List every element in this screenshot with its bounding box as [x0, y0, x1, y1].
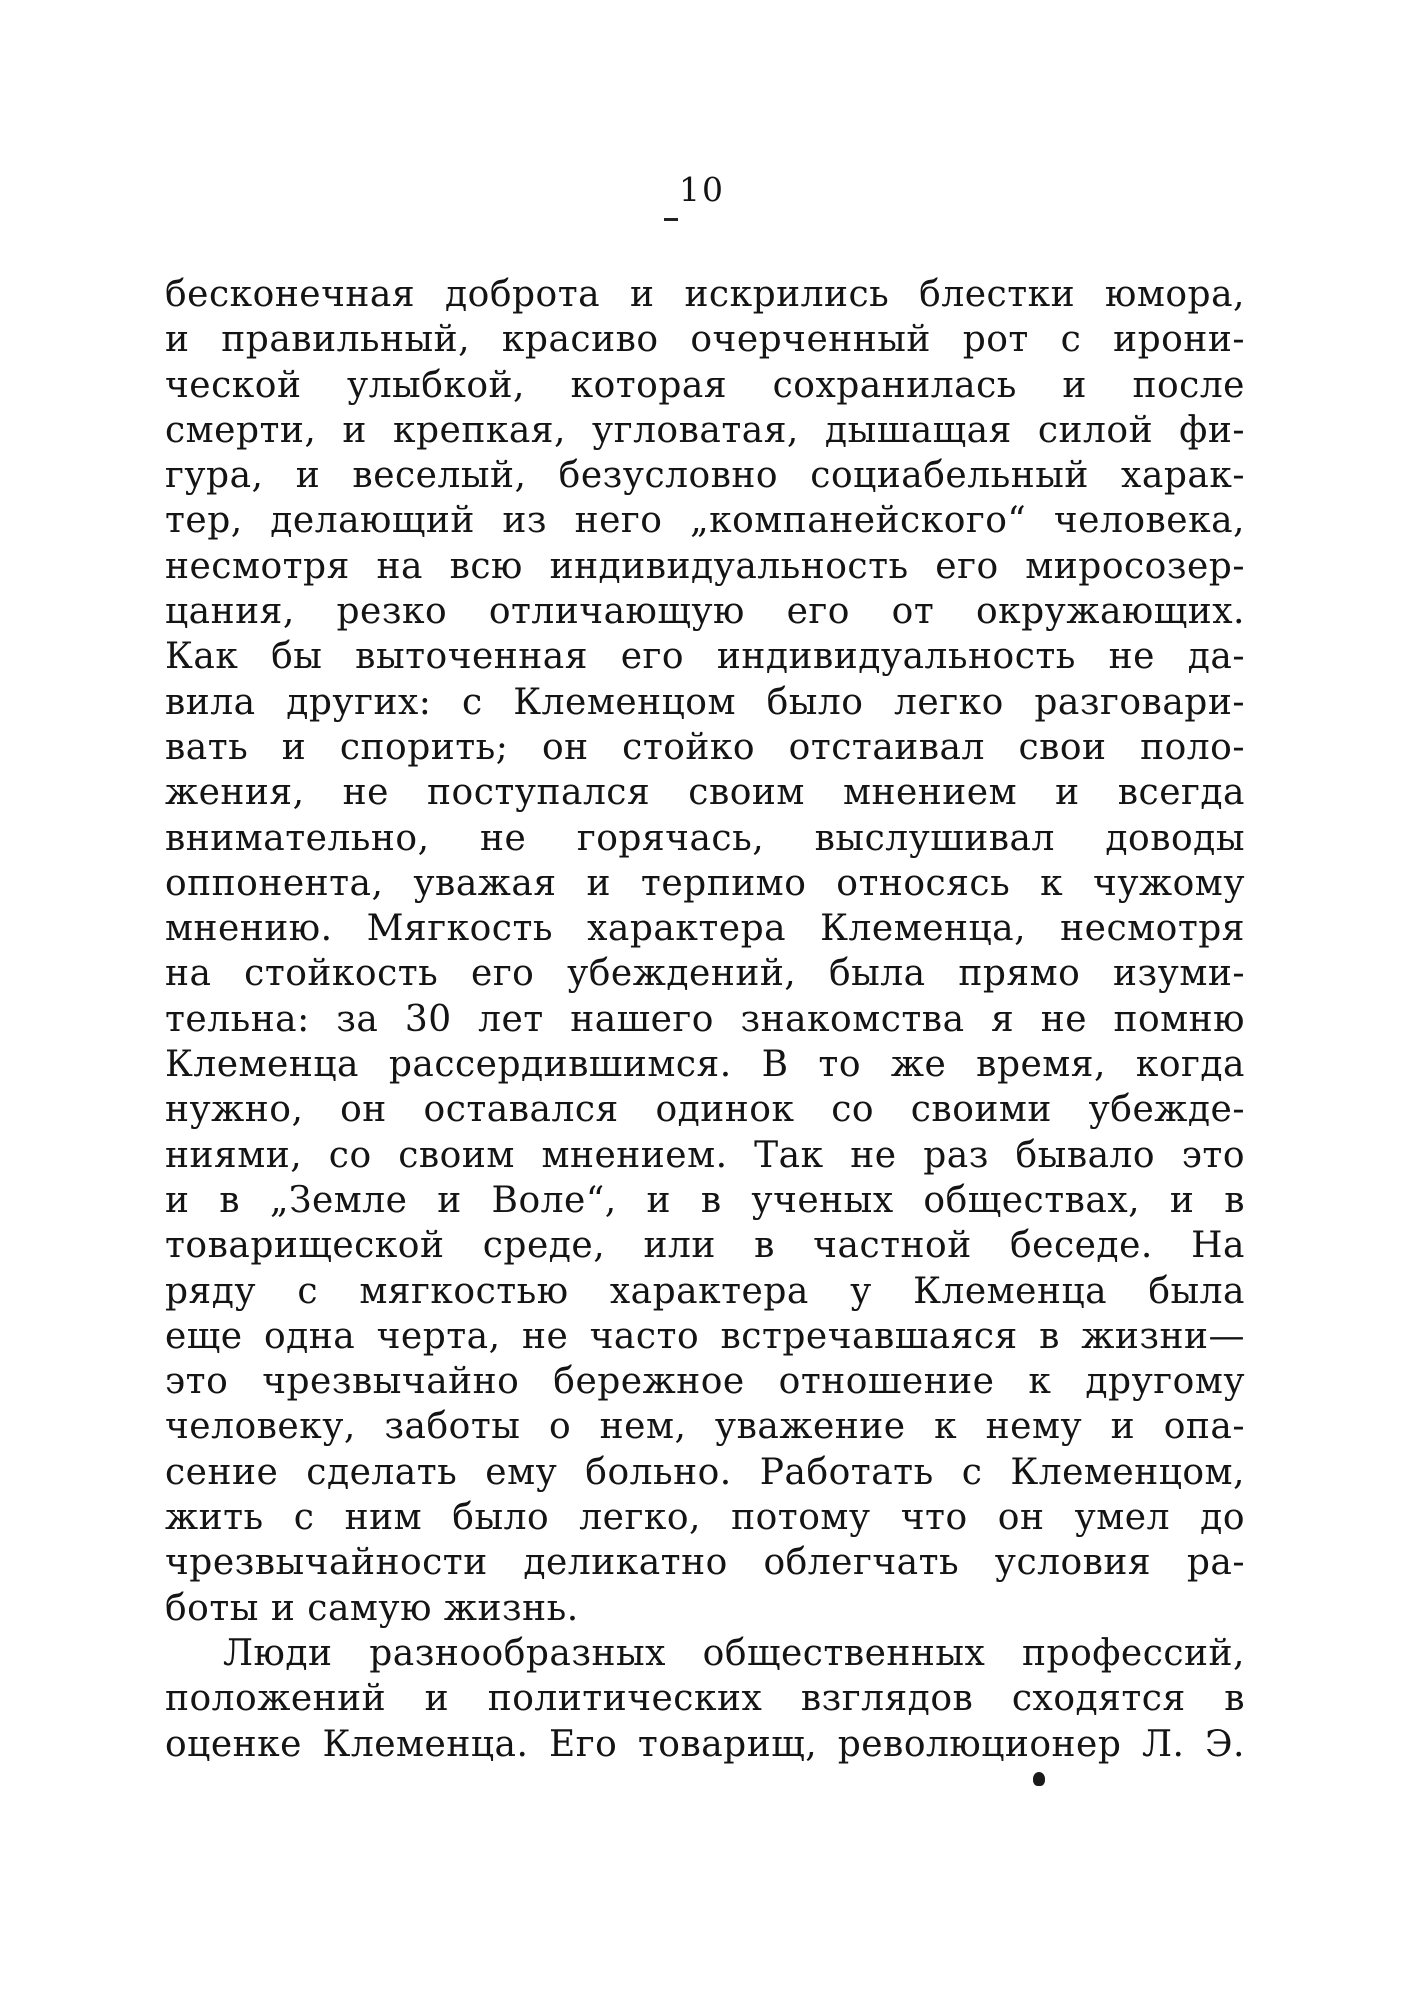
text-line: несмотря на всю индивидуальность его миросозер- — [165, 545, 1245, 587]
page-number-dash — [664, 218, 678, 221]
text-line: и правильный, красиво очерченный рот с ирони- — [165, 319, 1245, 361]
text-line: товарищеской среде, или в частной беседе. На — [165, 1225, 1245, 1267]
text-line: смерти, и крепкая, угловатая, дышащая силой фи- — [165, 409, 1245, 451]
text-line: оценке Клеменца. Его товарищ, революционер Л. Э. — [165, 1723, 1245, 1765]
text-line: Люди разнообразных общественных профессий, — [223, 1632, 1245, 1674]
text-line: чрезвычайности деликатно облегчать условия ра- — [165, 1542, 1245, 1584]
text-line: ческой улыбкой, которая сохранилась и после — [165, 364, 1245, 406]
text-line: нужно, он оставался одинок со своими убежде- — [165, 1089, 1245, 1131]
text-line: Клеменца рассердившимся. В то же время, когда — [165, 1044, 1245, 1086]
text-line: это чрезвычайно бережное отношение к другому — [165, 1361, 1245, 1403]
text-line: сение сделать ему больно. Работать с Клеменцом, — [165, 1451, 1245, 1493]
text-line: мнению. Мягкость характера Клеменца, несмотря — [165, 908, 1245, 950]
paragraph-1 — [165, 272, 1245, 1631]
body-text — [165, 272, 1245, 1767]
text-line: боты и самую жизнь. — [165, 1587, 579, 1629]
text-line: жения, не поступался своим мнением и всегда — [165, 772, 1245, 814]
text-line: оппонента, уважая и терпимо относясь к чужому — [165, 862, 1245, 904]
page-number-text: 10 — [679, 170, 725, 209]
text-line: тер, делающий из него „компанейского“ человека, — [165, 500, 1245, 542]
text-line: человеку, заботы о нем, уважение к нему и опа- — [165, 1406, 1245, 1448]
text-line: гура, и веселый, безусловно социабельный харак- — [165, 455, 1245, 497]
text-line: бесконечная доброта и искрились блестки юмора, — [165, 274, 1245, 315]
page-number — [0, 170, 1404, 209]
text-line: цания, резко отличающую его от окружающих. — [165, 591, 1245, 633]
paragraph-2 — [165, 1631, 1245, 1767]
text-line: вила других: с Клеменцом было легко разговари- — [165, 681, 1245, 723]
text-line: еще одна черта, не часто встречавшаяся в жизни— — [165, 1315, 1245, 1357]
text-line: Как бы выточенная его индивидуальность не да- — [165, 636, 1245, 678]
text-line: вать и спорить; он стойко отстаивал свои поло- — [165, 726, 1245, 768]
text-line: внимательно, не горячась, выслушивал доводы — [165, 817, 1245, 859]
text-line: жить с ним было легко, потому что он умел до — [165, 1497, 1245, 1539]
text-line: ниями, со своим мнением. Так не раз бывало это — [165, 1134, 1245, 1176]
text-line: и в „Земле и Воле“, и в ученых обществах, и в — [165, 1179, 1245, 1221]
text-line: тельна: за 30 лет нашего знакомства я не помню — [165, 998, 1245, 1040]
text-line: положений и политических взглядов сходятся в — [165, 1678, 1245, 1720]
text-line: на стойкость его убеждений, была прямо изуми- — [165, 953, 1245, 995]
ink-blot-mark — [1033, 1772, 1045, 1786]
text-line: ряду с мягкостью характера у Клеменца была — [165, 1270, 1245, 1312]
